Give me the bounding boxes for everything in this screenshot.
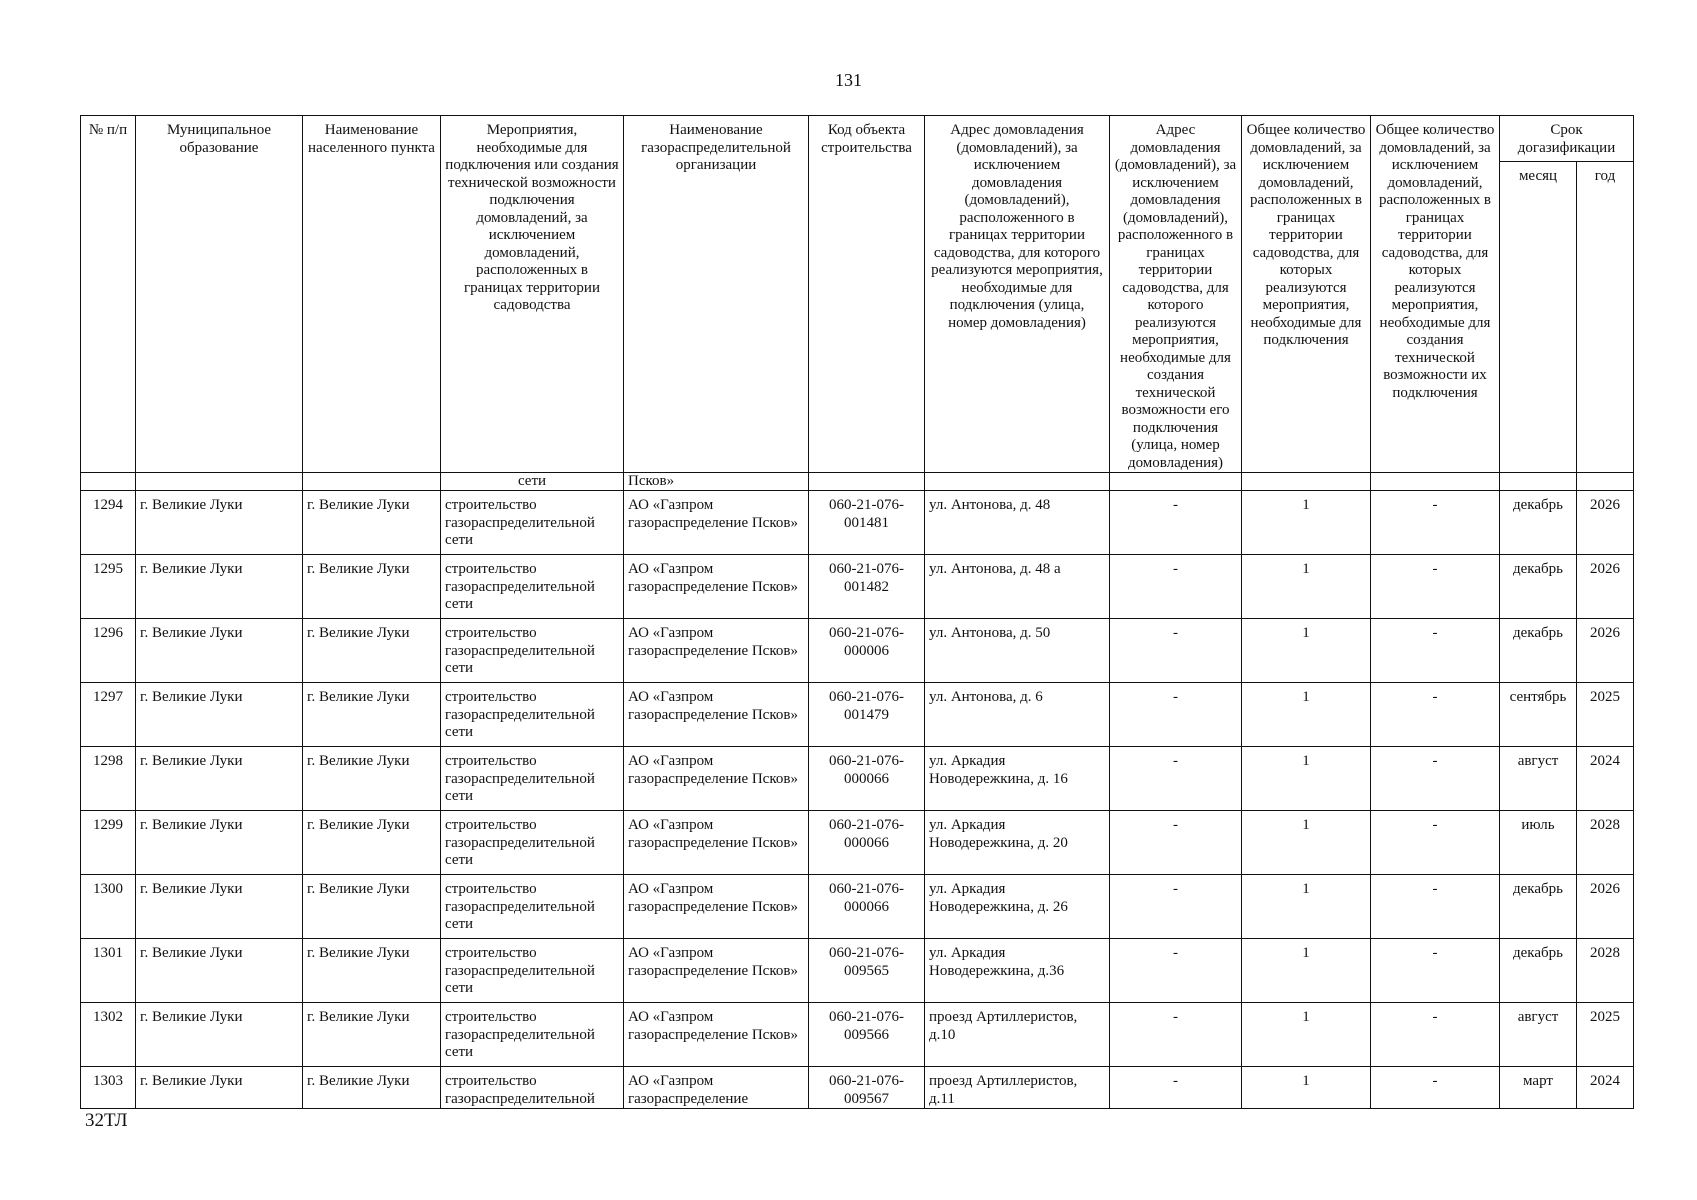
cell-code: 060-21-076-000066 — [809, 875, 925, 939]
header-code: Код объекта строительства — [809, 116, 925, 473]
cell-total-tech: - — [1371, 683, 1500, 747]
cell-total-tech: - — [1371, 491, 1500, 555]
cell-num: 1297 — [81, 683, 136, 747]
header-address-garden: Адрес домовладения (домовладений), за исключением домовладения (домовладений), расположенного в границах территории садоводства, для которого реализуются мероприятия, необходимые для создания технической возможности его подключения (улица, номер домовладения) — [1110, 116, 1242, 473]
cell-address-garden: - — [1110, 555, 1242, 619]
cell-year: 2028 — [1577, 811, 1634, 875]
cell-address: ул. Аркадия Новодережкина, д.36 — [925, 939, 1110, 1003]
cell-address: проезд Артиллеристов, д.11 — [925, 1067, 1110, 1109]
cell-month: август — [1500, 1003, 1577, 1067]
cell-total-connect: 1 — [1242, 683, 1371, 747]
cell-settlement: г. Великие Луки — [303, 875, 441, 939]
cell-gdo: АО «Газпром газораспределение Псков» — [624, 683, 809, 747]
header-measures: Мероприятия, необходимые для подключения или создания технической возможности подключения домовладений, за исключением домовладений, расположенных в границах территории садоводства — [441, 116, 624, 473]
cell-num: 1301 — [81, 939, 136, 1003]
cell-month: июль — [1500, 811, 1577, 875]
cell-year: 2028 — [1577, 939, 1634, 1003]
cell-measures: строительство газораспределительной сети — [441, 491, 624, 555]
cell-month: сентябрь — [1500, 683, 1577, 747]
cell-total-tech: - — [1371, 1003, 1500, 1067]
cell-settlement: г. Великие Луки — [303, 939, 441, 1003]
cell-measures: сети — [441, 473, 624, 491]
header-row — [81, 116, 1634, 162]
cell-measures: строительство газораспределительной сети — [441, 747, 624, 811]
cell-month: декабрь — [1500, 619, 1577, 683]
cell-month: декабрь — [1500, 491, 1577, 555]
cell-num: 1299 — [81, 811, 136, 875]
cell-gdo: АО «Газпром газораспределение Псков» — [624, 811, 809, 875]
cell-code: 060-21-076-001481 — [809, 491, 925, 555]
table-row — [81, 939, 1634, 1003]
cell-settlement: г. Великие Луки — [303, 491, 441, 555]
cell-municipality: г. Великие Луки — [136, 491, 303, 555]
cell-code: 060-21-076-000066 — [809, 747, 925, 811]
header-num: № п/п — [81, 116, 136, 473]
cell-municipality: г. Великие Луки — [136, 1067, 303, 1109]
cell-measures: строительство газораспределительной сети — [441, 683, 624, 747]
cell-settlement: г. Великие Луки — [303, 619, 441, 683]
cell-gdo: АО «Газпром газораспределение Псков» — [624, 491, 809, 555]
cell-total-tech: - — [1371, 939, 1500, 1003]
cell-settlement: г. Великие Луки — [303, 1003, 441, 1067]
table-row — [81, 1067, 1634, 1109]
cell-address-garden: - — [1110, 683, 1242, 747]
cell-address-garden: - — [1110, 491, 1242, 555]
cell-code: 060-21-076-009566 — [809, 1003, 925, 1067]
table-row — [81, 747, 1634, 811]
cell-num: 1302 — [81, 1003, 136, 1067]
header-settlement: Наименование населенного пункта — [303, 116, 441, 473]
cell-municipality: г. Великие Луки — [136, 747, 303, 811]
cell-year: 2026 — [1577, 491, 1634, 555]
cell-year: 2024 — [1577, 1067, 1634, 1109]
cell-municipality: г. Великие Луки — [136, 939, 303, 1003]
cell-total-tech: - — [1371, 619, 1500, 683]
cell-municipality: г. Великие Луки — [136, 619, 303, 683]
table-row — [81, 491, 1634, 555]
cell-gdo: Псков» — [624, 473, 809, 491]
cell-total-connect: 1 — [1242, 1067, 1371, 1109]
cell-settlement: г. Великие Луки — [303, 747, 441, 811]
cell-settlement: г. Великие Луки — [303, 1067, 441, 1109]
cell-num: 1303 — [81, 1067, 136, 1109]
cell-settlement: г. Великие Луки — [303, 811, 441, 875]
cell-code: 060-21-076-000006 — [809, 619, 925, 683]
gasification-table — [80, 115, 1634, 1109]
table-row — [81, 811, 1634, 875]
cell-municipality: г. Великие Луки — [136, 1003, 303, 1067]
cell-measures: строительство газораспределительной сети — [441, 555, 624, 619]
cell-address-garden: - — [1110, 1067, 1242, 1109]
cell-num: 1296 — [81, 619, 136, 683]
cell-municipality: г. Великие Луки — [136, 875, 303, 939]
cell-settlement: г. Великие Луки — [303, 555, 441, 619]
cell-address-garden: - — [1110, 619, 1242, 683]
header-total-connect: Общее количество домовладений, за исключением домовладений, расположенных в границах территории садоводства, для которых реализуются мероприятия, необходимые для подключения — [1242, 116, 1371, 473]
document-code: 32ТЛ — [85, 1110, 128, 1131]
cell-gdo: АО «Газпром газораспределение — [624, 1067, 809, 1109]
cell-total-connect: 1 — [1242, 555, 1371, 619]
table-row — [81, 1003, 1634, 1067]
cell-measures: строительство газораспределительной сети — [441, 875, 624, 939]
header-municipality: Муниципальное образование — [136, 116, 303, 473]
cell-gdo: АО «Газпром газораспределение Псков» — [624, 939, 809, 1003]
cell-measures: строительство газораспределительной — [441, 1067, 624, 1109]
table-row — [81, 619, 1634, 683]
cell-num: 1294 — [81, 491, 136, 555]
cell-address-garden: - — [1110, 1003, 1242, 1067]
cell-year: 2026 — [1577, 875, 1634, 939]
cell-total-connect: 1 — [1242, 491, 1371, 555]
cell-total-tech: - — [1371, 1067, 1500, 1109]
cell-address-garden: - — [1110, 747, 1242, 811]
table-row — [81, 875, 1634, 939]
cell-address-garden: - — [1110, 875, 1242, 939]
cell-code: 060-21-076-009565 — [809, 939, 925, 1003]
header-month: месяц — [1500, 161, 1577, 472]
cell-municipality: г. Великие Луки — [136, 683, 303, 747]
cell-address: ул. Антонова, д. 50 — [925, 619, 1110, 683]
cell-total-connect: 1 — [1242, 939, 1371, 1003]
cell-address: ул. Антонова, д. 48 а — [925, 555, 1110, 619]
cell-year: 2026 — [1577, 555, 1634, 619]
cell-num: 1298 — [81, 747, 136, 811]
cell-municipality: г. Великие Луки — [136, 555, 303, 619]
cell-code: 060-21-076-009567 — [809, 1067, 925, 1109]
page-number: 131 — [835, 70, 862, 90]
cell-year: 2024 — [1577, 747, 1634, 811]
cell-gdo: АО «Газпром газораспределение Псков» — [624, 619, 809, 683]
cell-year: 2025 — [1577, 1003, 1634, 1067]
cell-total-tech: - — [1371, 875, 1500, 939]
cell-month: март — [1500, 1067, 1577, 1109]
cell-measures: строительство газораспределительной сети — [441, 619, 624, 683]
cell-address: ул. Антонова, д. 6 — [925, 683, 1110, 747]
cell-total-connect: 1 — [1242, 875, 1371, 939]
header-gdo: Наименование газораспределительной организации — [624, 116, 809, 473]
cell-address-garden: - — [1110, 939, 1242, 1003]
cell-address: ул. Антонова, д. 48 — [925, 491, 1110, 555]
header-term: Срок догазификации — [1500, 116, 1634, 162]
cell-gdo: АО «Газпром газораспределение Псков» — [624, 747, 809, 811]
cell-address: ул. Аркадия Новодережкина, д. 26 — [925, 875, 1110, 939]
header-address: Адрес домовладения (домовладений), за исключением домовладения (домовладений), расположенного в границах территории садоводства, для которого реализуются мероприятия, необходимые для подключения (улица, номер домовладения) — [925, 116, 1110, 473]
cell-address-garden: - — [1110, 811, 1242, 875]
cell-measures: строительство газораспределительной сети — [441, 1003, 624, 1067]
cell-gdo: АО «Газпром газораспределение Псков» — [624, 555, 809, 619]
cell-measures: строительство газораспределительной сети — [441, 811, 624, 875]
cell-municipality: г. Великие Луки — [136, 811, 303, 875]
cell-year: 2026 — [1577, 619, 1634, 683]
cell-total-connect: 1 — [1242, 619, 1371, 683]
cell-total-tech: - — [1371, 811, 1500, 875]
cell-code: 060-21-076-001479 — [809, 683, 925, 747]
cell-gdo: АО «Газпром газораспределение Псков» — [624, 1003, 809, 1067]
cell-code: 060-21-076-000066 — [809, 811, 925, 875]
header-year: год — [1577, 161, 1634, 472]
table-row — [81, 683, 1634, 747]
cell-total-tech: - — [1371, 555, 1500, 619]
cell-month: декабрь — [1500, 555, 1577, 619]
header-total-tech: Общее количество домовладений, за исключением домовладений, расположенных в границах территории садоводства, для которых реализуются мероприятия, необходимые для создания технической возможности их подключения — [1371, 116, 1500, 473]
table-row — [81, 555, 1634, 619]
cell-code: 060-21-076-001482 — [809, 555, 925, 619]
cell-address: проезд Артиллеристов, д.10 — [925, 1003, 1110, 1067]
cell-num: 1295 — [81, 555, 136, 619]
cell-gdo: АО «Газпром газораспределение Псков» — [624, 875, 809, 939]
cell-year: 2025 — [1577, 683, 1634, 747]
cell-address: ул. Аркадия Новодережкина, д. 16 — [925, 747, 1110, 811]
cell-total-connect: 1 — [1242, 1003, 1371, 1067]
cell-month: декабрь — [1500, 875, 1577, 939]
cell-total-tech: - — [1371, 747, 1500, 811]
cell-measures: строительство газораспределительной сети — [441, 939, 624, 1003]
cell-total-connect: 1 — [1242, 811, 1371, 875]
cell-num: 1300 — [81, 875, 136, 939]
cell-month: август — [1500, 747, 1577, 811]
cell-month: декабрь — [1500, 939, 1577, 1003]
cell-address: ул. Аркадия Новодережкина, д. 20 — [925, 811, 1110, 875]
cell-total-connect: 1 — [1242, 747, 1371, 811]
continuation-row — [81, 473, 1634, 491]
cell-settlement: г. Великие Луки — [303, 683, 441, 747]
